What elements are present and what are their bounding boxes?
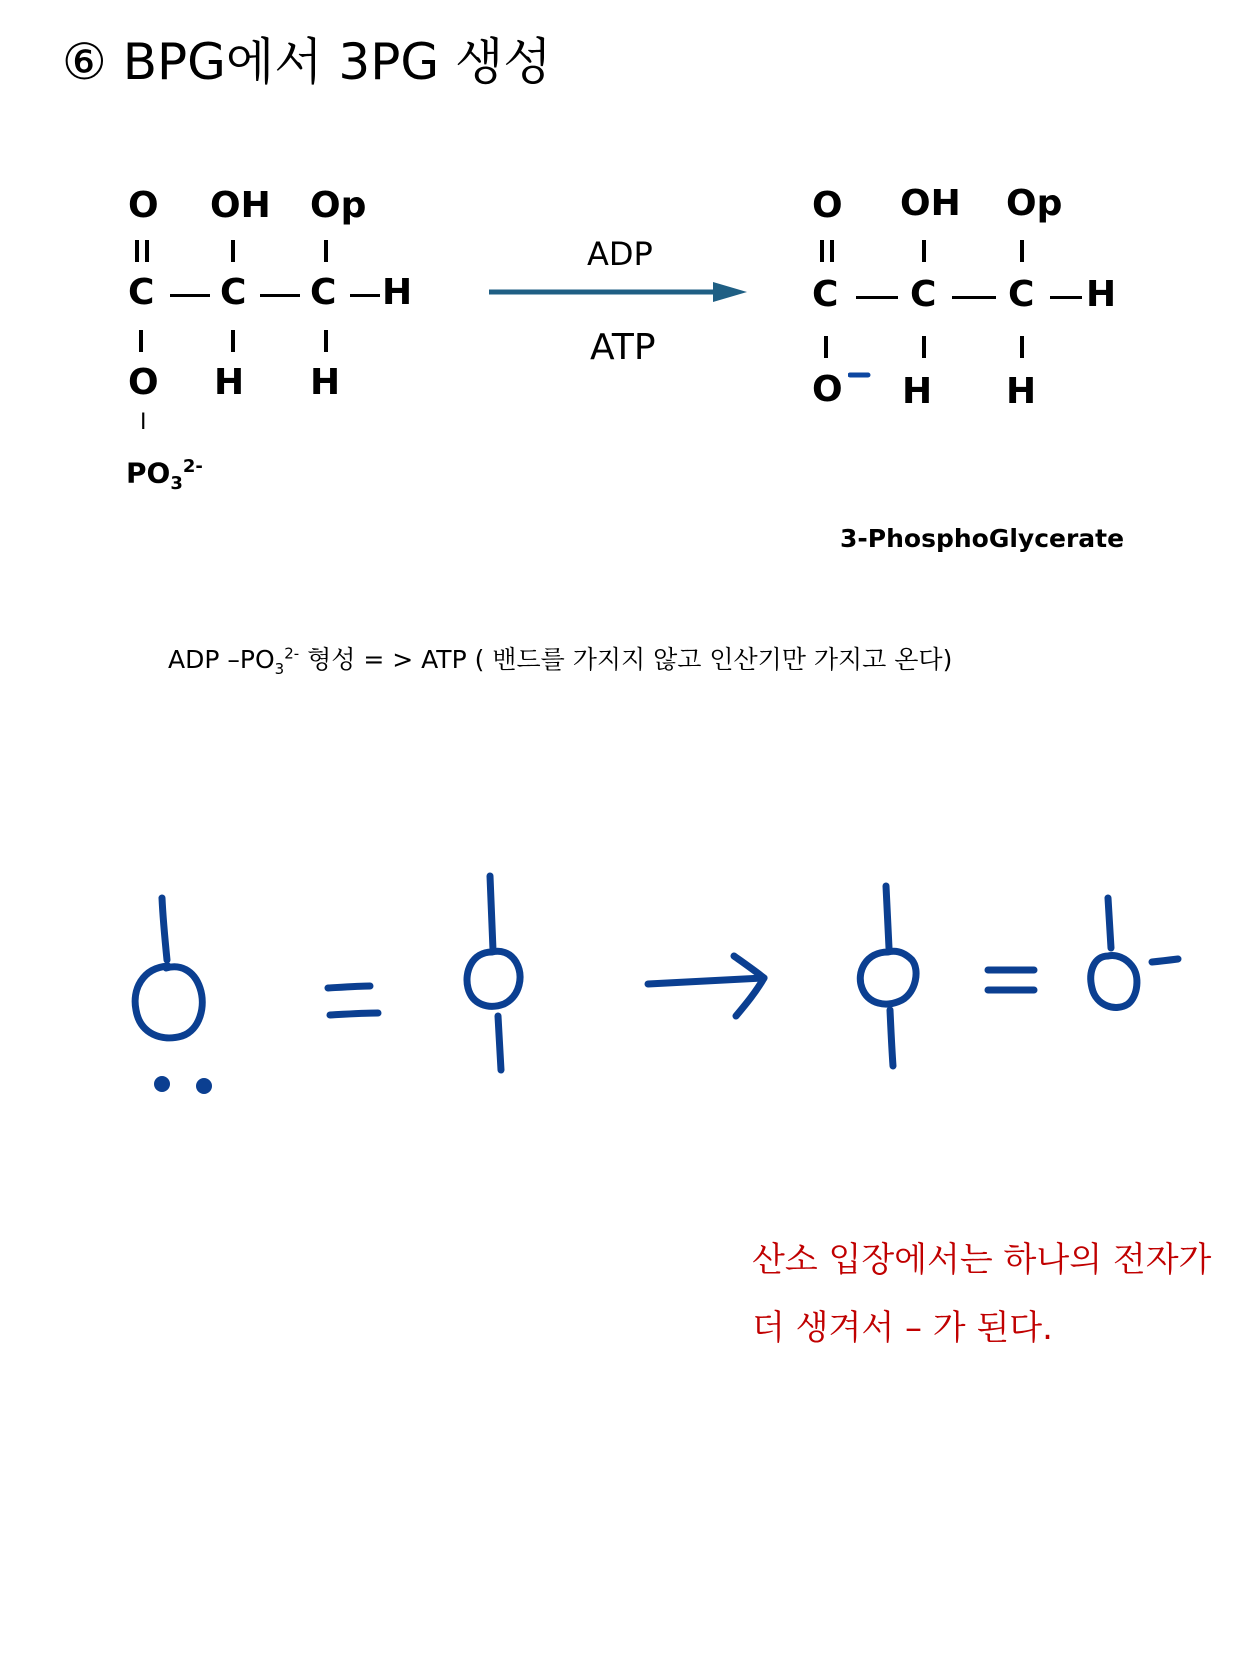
left-phosphate-sub: 3 <box>170 472 183 494</box>
sketch-oxygen-4 <box>1091 955 1137 1007</box>
note-sup: 2- <box>284 644 300 663</box>
left-phosphate-bond: I <box>140 410 147 435</box>
sketch-bond-top-2 <box>490 876 493 950</box>
right-top-oh: OH <box>900 183 961 224</box>
right-bottom-h2: H <box>1006 371 1037 412</box>
left-top-oh: OH <box>210 185 271 226</box>
sketch-lone-pair-dot-1 <box>154 1076 170 1092</box>
sketch-arrow-head <box>734 956 764 1016</box>
sketch-oxygen-2 <box>467 951 520 1006</box>
page-title: ⑥ BPG에서 3PG 생성 <box>62 33 552 91</box>
red-note-line2: 더 생겨서 – 가 된다. <box>752 1308 1053 1348</box>
right-c3: C <box>1008 274 1035 315</box>
sketch-charge <box>1152 959 1178 962</box>
sketch-bond-top-4 <box>1108 898 1111 948</box>
sketch-bond-bottom-2 <box>498 1016 501 1070</box>
left-bottom-o: O <box>128 362 159 403</box>
sketch-equal-1b <box>330 1013 378 1015</box>
left-bottom-h2: H <box>310 362 341 403</box>
sketch-arrow-shaft <box>648 978 764 984</box>
sketch-oxygen-1 <box>135 966 202 1038</box>
product-name: 3-PhosphoGlycerate <box>840 524 1125 553</box>
right-bottom-h1: H <box>902 371 933 412</box>
sketch-bond-top-1 <box>162 898 167 960</box>
sketch-oxygen-3 <box>860 951 916 1004</box>
left-bottom-h1: H <box>214 362 245 403</box>
note-sub: 3 <box>274 660 285 678</box>
red-note-line1: 산소 입장에서는 하나의 전자가 <box>752 1240 1212 1280</box>
right-c1: C <box>812 274 839 315</box>
sketch-bond-top-3 <box>886 886 889 948</box>
left-phosphate-sup: 2- <box>182 456 203 477</box>
right-c2: C <box>910 274 937 315</box>
reagent-adp: ADP <box>587 235 653 273</box>
sketch-lone-pair-dot-2 <box>196 1078 212 1094</box>
left-phosphate-text: PO <box>126 456 171 490</box>
left-h-end: H <box>382 272 413 313</box>
right-h-end: H <box>1086 274 1117 315</box>
left-top-op: Op <box>310 185 367 226</box>
note-prefix: ADP –PO <box>168 645 275 674</box>
reagent-atp: ATP <box>590 327 656 368</box>
left-c1: C <box>128 272 155 313</box>
left-top-o: O <box>128 185 159 226</box>
sketch-equal-1a <box>328 986 370 988</box>
sketch-bond-bottom-3 <box>890 1010 893 1066</box>
note-suffix: 형성 = > ATP ( 밴드를 가지지 않고 인산기만 가지고 온다) <box>299 645 953 674</box>
right-bottom-o: O <box>812 369 843 410</box>
right-top-op: Op <box>1006 183 1063 224</box>
left-c2: C <box>220 272 247 313</box>
left-c3: C <box>310 272 337 313</box>
right-top-o: O <box>812 185 843 226</box>
